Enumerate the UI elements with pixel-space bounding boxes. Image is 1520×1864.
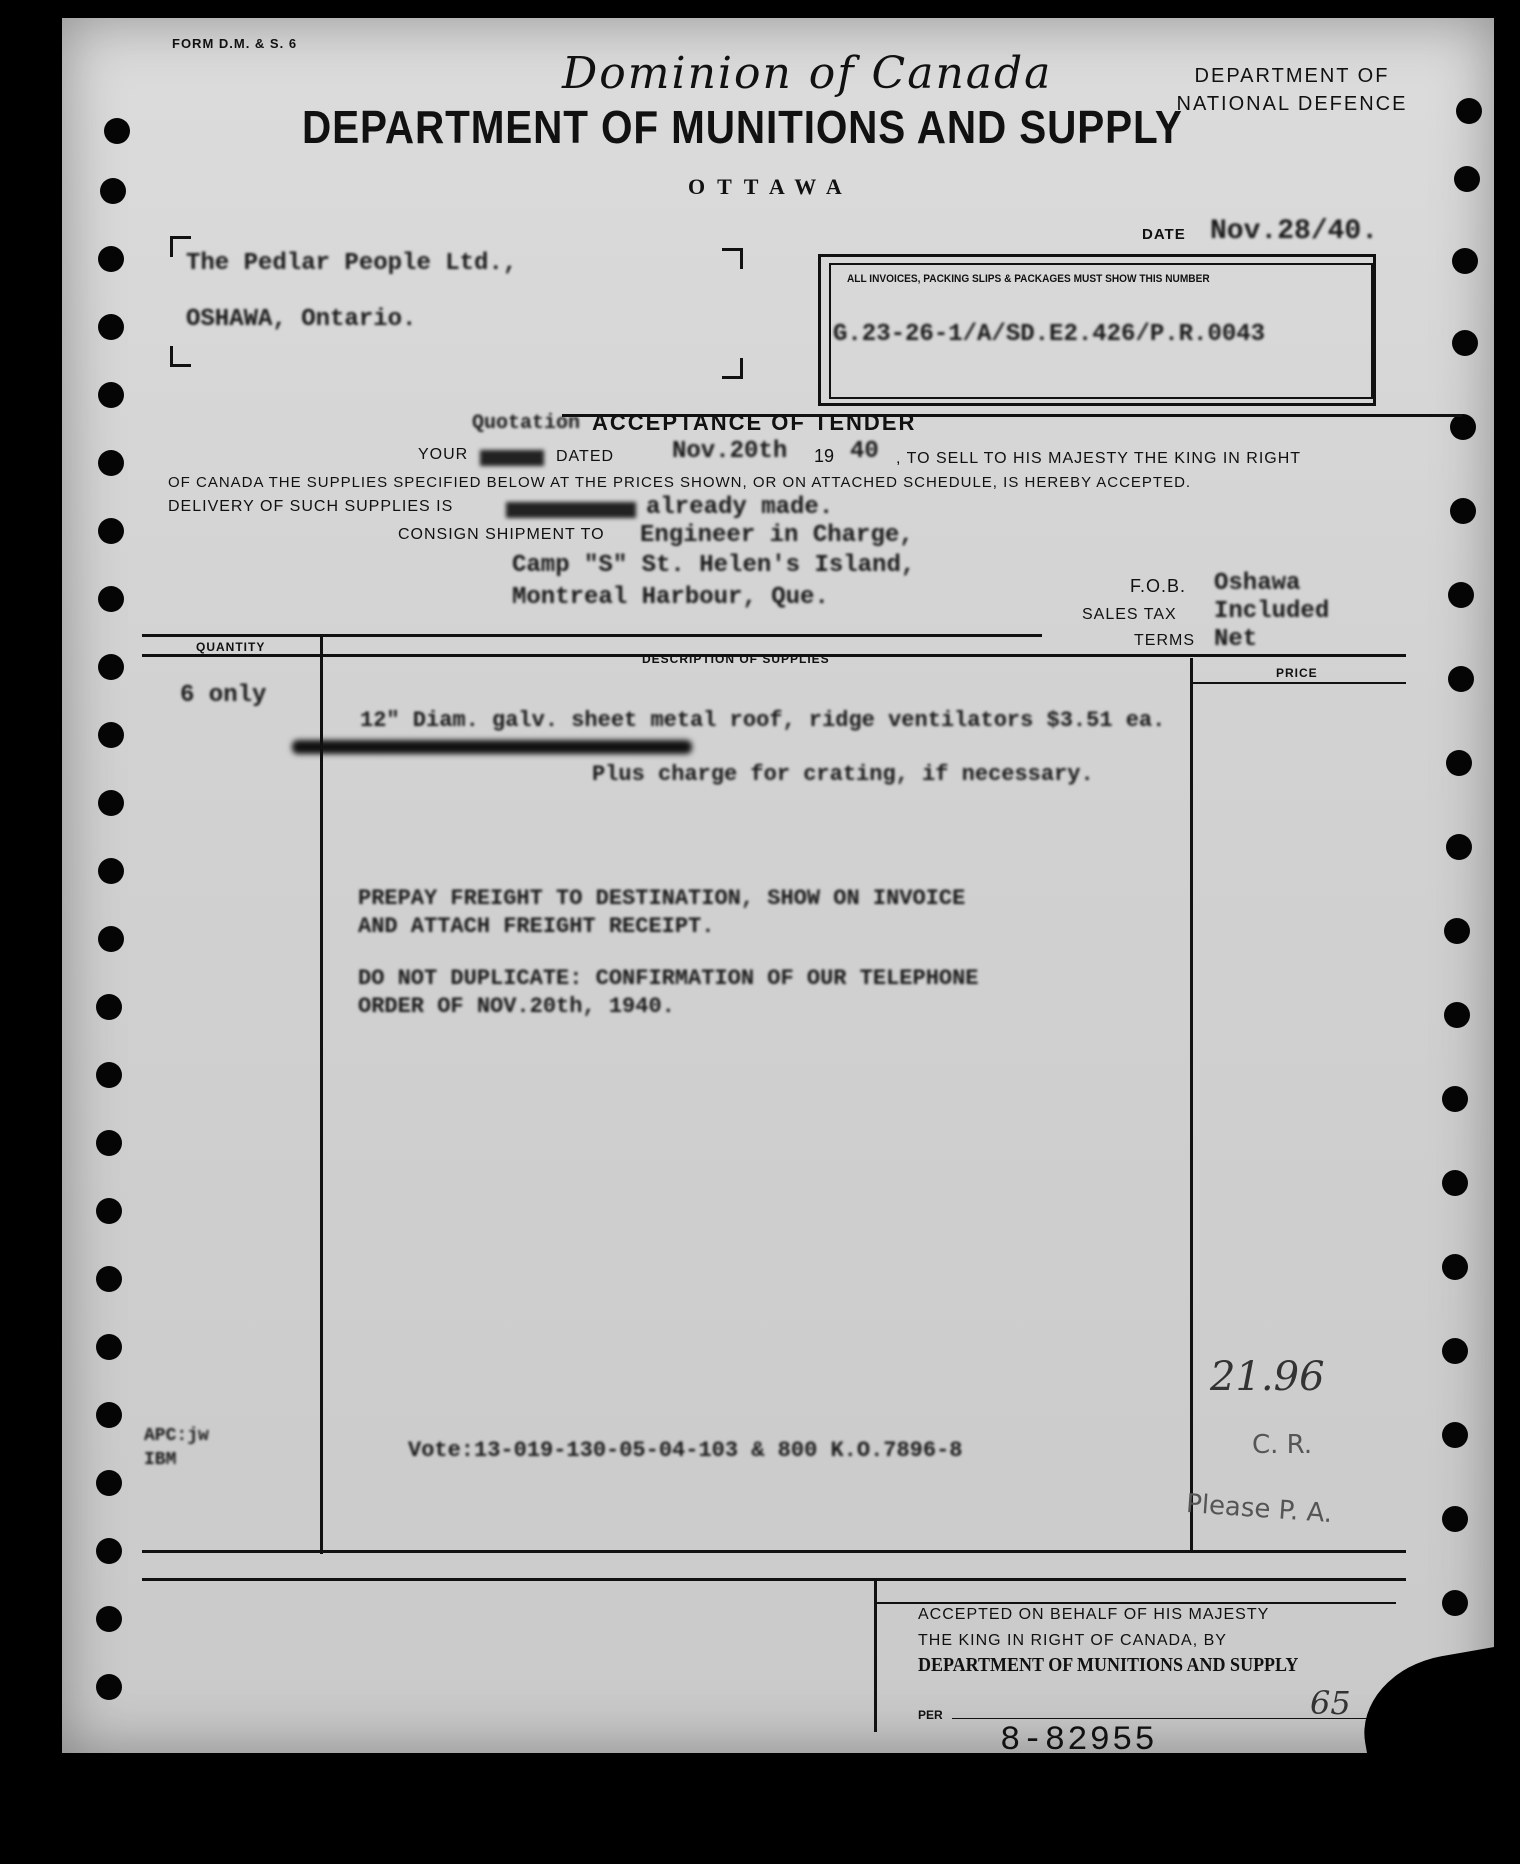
delivery-label: DELIVERY OF SUCH SUPPLIES IS <box>168 498 454 515</box>
instruction-line-2: AND ATTACH FREIGHT RECEIPT. <box>358 914 715 939</box>
sprocket-hole <box>96 1266 122 1292</box>
tender-line-1-tail: , TO SELL TO HIS MAJESTY THE KING IN RIGHT <box>896 450 1302 467</box>
sales-tax-value: Included <box>1214 598 1330 625</box>
sprocket-hole <box>98 790 124 816</box>
year-suffix: 40 <box>850 438 879 465</box>
sprocket-hole <box>1448 666 1474 692</box>
terms-label: TERMS <box>1134 632 1195 649</box>
address-bracket-bottom-left <box>170 346 191 367</box>
description-line-1: 12" Diam. galv. sheet metal roof, ridge ventilators $3.51 ea. <box>360 708 1166 733</box>
sprocket-hole <box>98 518 124 544</box>
delivery-value: already made. <box>646 494 834 521</box>
ink-smudge <box>292 740 692 754</box>
quotation-word: Quotation <box>472 412 581 435</box>
sprocket-hole <box>1442 1254 1468 1280</box>
document-page <box>62 18 1494 1760</box>
initials-line-1: APC:jw <box>144 1426 209 1446</box>
sprocket-hole <box>1442 1590 1468 1616</box>
sprocket-hole <box>96 1062 122 1088</box>
sprocket-hole <box>1442 1338 1468 1364</box>
sprocket-hole <box>1452 330 1478 356</box>
dated-value: Nov.20th <box>672 438 788 465</box>
sprocket-hole <box>1446 834 1472 860</box>
date-value: Nov.28/40. <box>1210 216 1379 247</box>
serial-number: 8-82955 <box>1000 1722 1157 1760</box>
price-column-header: PRICE <box>1276 666 1318 680</box>
sprocket-hole <box>98 314 124 340</box>
tender-line-2: OF CANADA THE SUPPLIES SPECIFIED BELOW AT THE PRICES SHOWN, OR ON ATTACHED SCHEDULE, IS HEREBY ACCEPTED. <box>168 474 1192 491</box>
fob-label: F.O.B. <box>1130 576 1187 596</box>
sprocket-hole <box>98 654 124 680</box>
price-header-rule <box>1190 682 1406 684</box>
consign-line-1: Engineer in Charge, <box>640 522 914 549</box>
stamp-line-2: Please P. A. <box>1185 1488 1334 1530</box>
dominion-of-canada-title: Dominion of Canada <box>562 48 1053 99</box>
redacted-word <box>506 502 636 518</box>
sprocket-hole <box>1442 1506 1468 1532</box>
footer-top-rule <box>142 1578 1406 1581</box>
sprocket-hole <box>1442 1422 1468 1448</box>
vote-reference: Vote:13-019-130-05-04-103 & 800 K.O.7896-8 <box>408 1438 963 1463</box>
table-top-rule <box>142 634 1042 637</box>
sprocket-hole <box>1448 582 1474 608</box>
sprocket-hole <box>96 1470 122 1496</box>
sprocket-hole <box>1442 1170 1468 1196</box>
sprocket-hole <box>96 1334 122 1360</box>
consign-label: CONSIGN SHIPMENT TO <box>398 526 605 543</box>
address-bracket-bottom-right <box>722 358 743 379</box>
sprocket-hole <box>96 1130 122 1156</box>
terms-value: Net <box>1214 626 1258 653</box>
sprocket-hole <box>1446 750 1472 776</box>
sprocket-hole <box>98 722 124 748</box>
description-line-2: Plus charge for crating, if necessary. <box>592 762 1094 787</box>
quantity-column-header: QUANTITY <box>196 640 266 654</box>
sprocket-hole <box>1456 98 1482 124</box>
fob-value: Oshawa <box>1214 570 1301 597</box>
address-bracket-top-right <box>722 248 743 269</box>
year-prefix: 19 <box>814 446 835 466</box>
city-label: OTTAWA <box>688 174 854 199</box>
invoice-number: G.23-26-1/A/SD.E2.426/P.R.0043 <box>833 321 1266 348</box>
sales-tax-label: SALES TAX <box>1082 606 1177 623</box>
handwritten-mark: 65 <box>1310 1684 1351 1722</box>
accepted-line-1: ACCEPTED ON BEHALF OF HIS MAJESTY <box>918 1606 1270 1623</box>
address-line-1: The Pedlar People Ltd., <box>186 250 518 277</box>
national-defence-line-2: NATIONAL DEFENCE <box>1176 93 1408 115</box>
invoice-number-box <box>818 254 1376 406</box>
signature-rule <box>952 1718 1372 1719</box>
initials-line-2: IBM <box>144 1450 177 1470</box>
quantity-column-divider <box>320 636 323 1554</box>
sprocket-hole <box>1444 918 1470 944</box>
sprocket-hole <box>98 382 124 408</box>
form-number: FORM D.M. & S. 6 <box>172 36 298 51</box>
national-defence-label <box>1170 62 1414 118</box>
handwritten-total: 21.96 <box>1210 1354 1325 1400</box>
national-defence-line-1: DEPARTMENT OF <box>1194 65 1390 87</box>
sprocket-hole <box>100 178 126 204</box>
instruction-line-3: DO NOT DUPLICATE: CONFIRMATION OF OUR TELEPHONE <box>358 966 979 991</box>
sprocket-hole <box>96 1674 122 1700</box>
sprocket-hole <box>98 858 124 884</box>
acceptance-heading: ACCEPTANCE OF TENDER <box>592 410 917 435</box>
accepted-line-3: DEPARTMENT OF MUNITIONS AND SUPPLY <box>918 1654 1299 1676</box>
instruction-line-1: PREPAY FREIGHT TO DESTINATION, SHOW ON INVOICE <box>358 886 966 911</box>
sprocket-hole <box>1452 248 1478 274</box>
department-title: DEPARTMENT OF MUNITIONS AND SUPPLY <box>302 101 1183 153</box>
stamp-line-1: C. R. <box>1252 1430 1313 1460</box>
price-column-divider <box>1190 658 1193 1552</box>
address-line-2: OSHAWA, Ontario. <box>186 306 417 333</box>
quantity-value: 6 only <box>180 682 267 709</box>
sprocket-hole <box>104 118 130 144</box>
your-label: YOUR <box>418 446 469 463</box>
sprocket-hole <box>96 1606 122 1632</box>
sprocket-hole <box>1442 1086 1468 1112</box>
consign-line-2: Camp "S" St. Helen's Island, <box>512 552 916 579</box>
per-label: PER <box>918 1708 943 1722</box>
sprocket-hole <box>1450 498 1476 524</box>
sprocket-hole <box>98 926 124 952</box>
invoice-notice: ALL INVOICES, PACKING SLIPS & PACKAGES MUST SHOW THIS NUMBER <box>847 273 1210 285</box>
description-column-header: DESCRIPTION OF SUPPLIES <box>642 652 830 666</box>
sprocket-hole <box>1444 1002 1470 1028</box>
sprocket-hole <box>96 994 122 1020</box>
sprocket-hole <box>96 1198 122 1224</box>
date-label: DATE <box>1142 226 1186 243</box>
dated-label: DATED <box>556 448 615 465</box>
sprocket-hole <box>98 586 124 612</box>
sprocket-hole <box>96 1402 122 1428</box>
instruction-line-4: ORDER OF NOV.20th, 1940. <box>358 994 675 1019</box>
torn-corner <box>1353 1646 1520 1790</box>
sprocket-hole <box>1450 414 1476 440</box>
consign-line-3: Montreal Harbour, Que. <box>512 584 829 611</box>
sprocket-hole <box>96 1538 122 1564</box>
sprocket-hole <box>98 450 124 476</box>
sprocket-hole <box>98 246 124 272</box>
table-bottom-rule <box>142 1550 1406 1553</box>
redacted-word <box>480 450 544 466</box>
accepted-line-2: THE KING IN RIGHT OF CANADA, BY <box>918 1632 1227 1649</box>
sprocket-hole <box>1454 166 1480 192</box>
